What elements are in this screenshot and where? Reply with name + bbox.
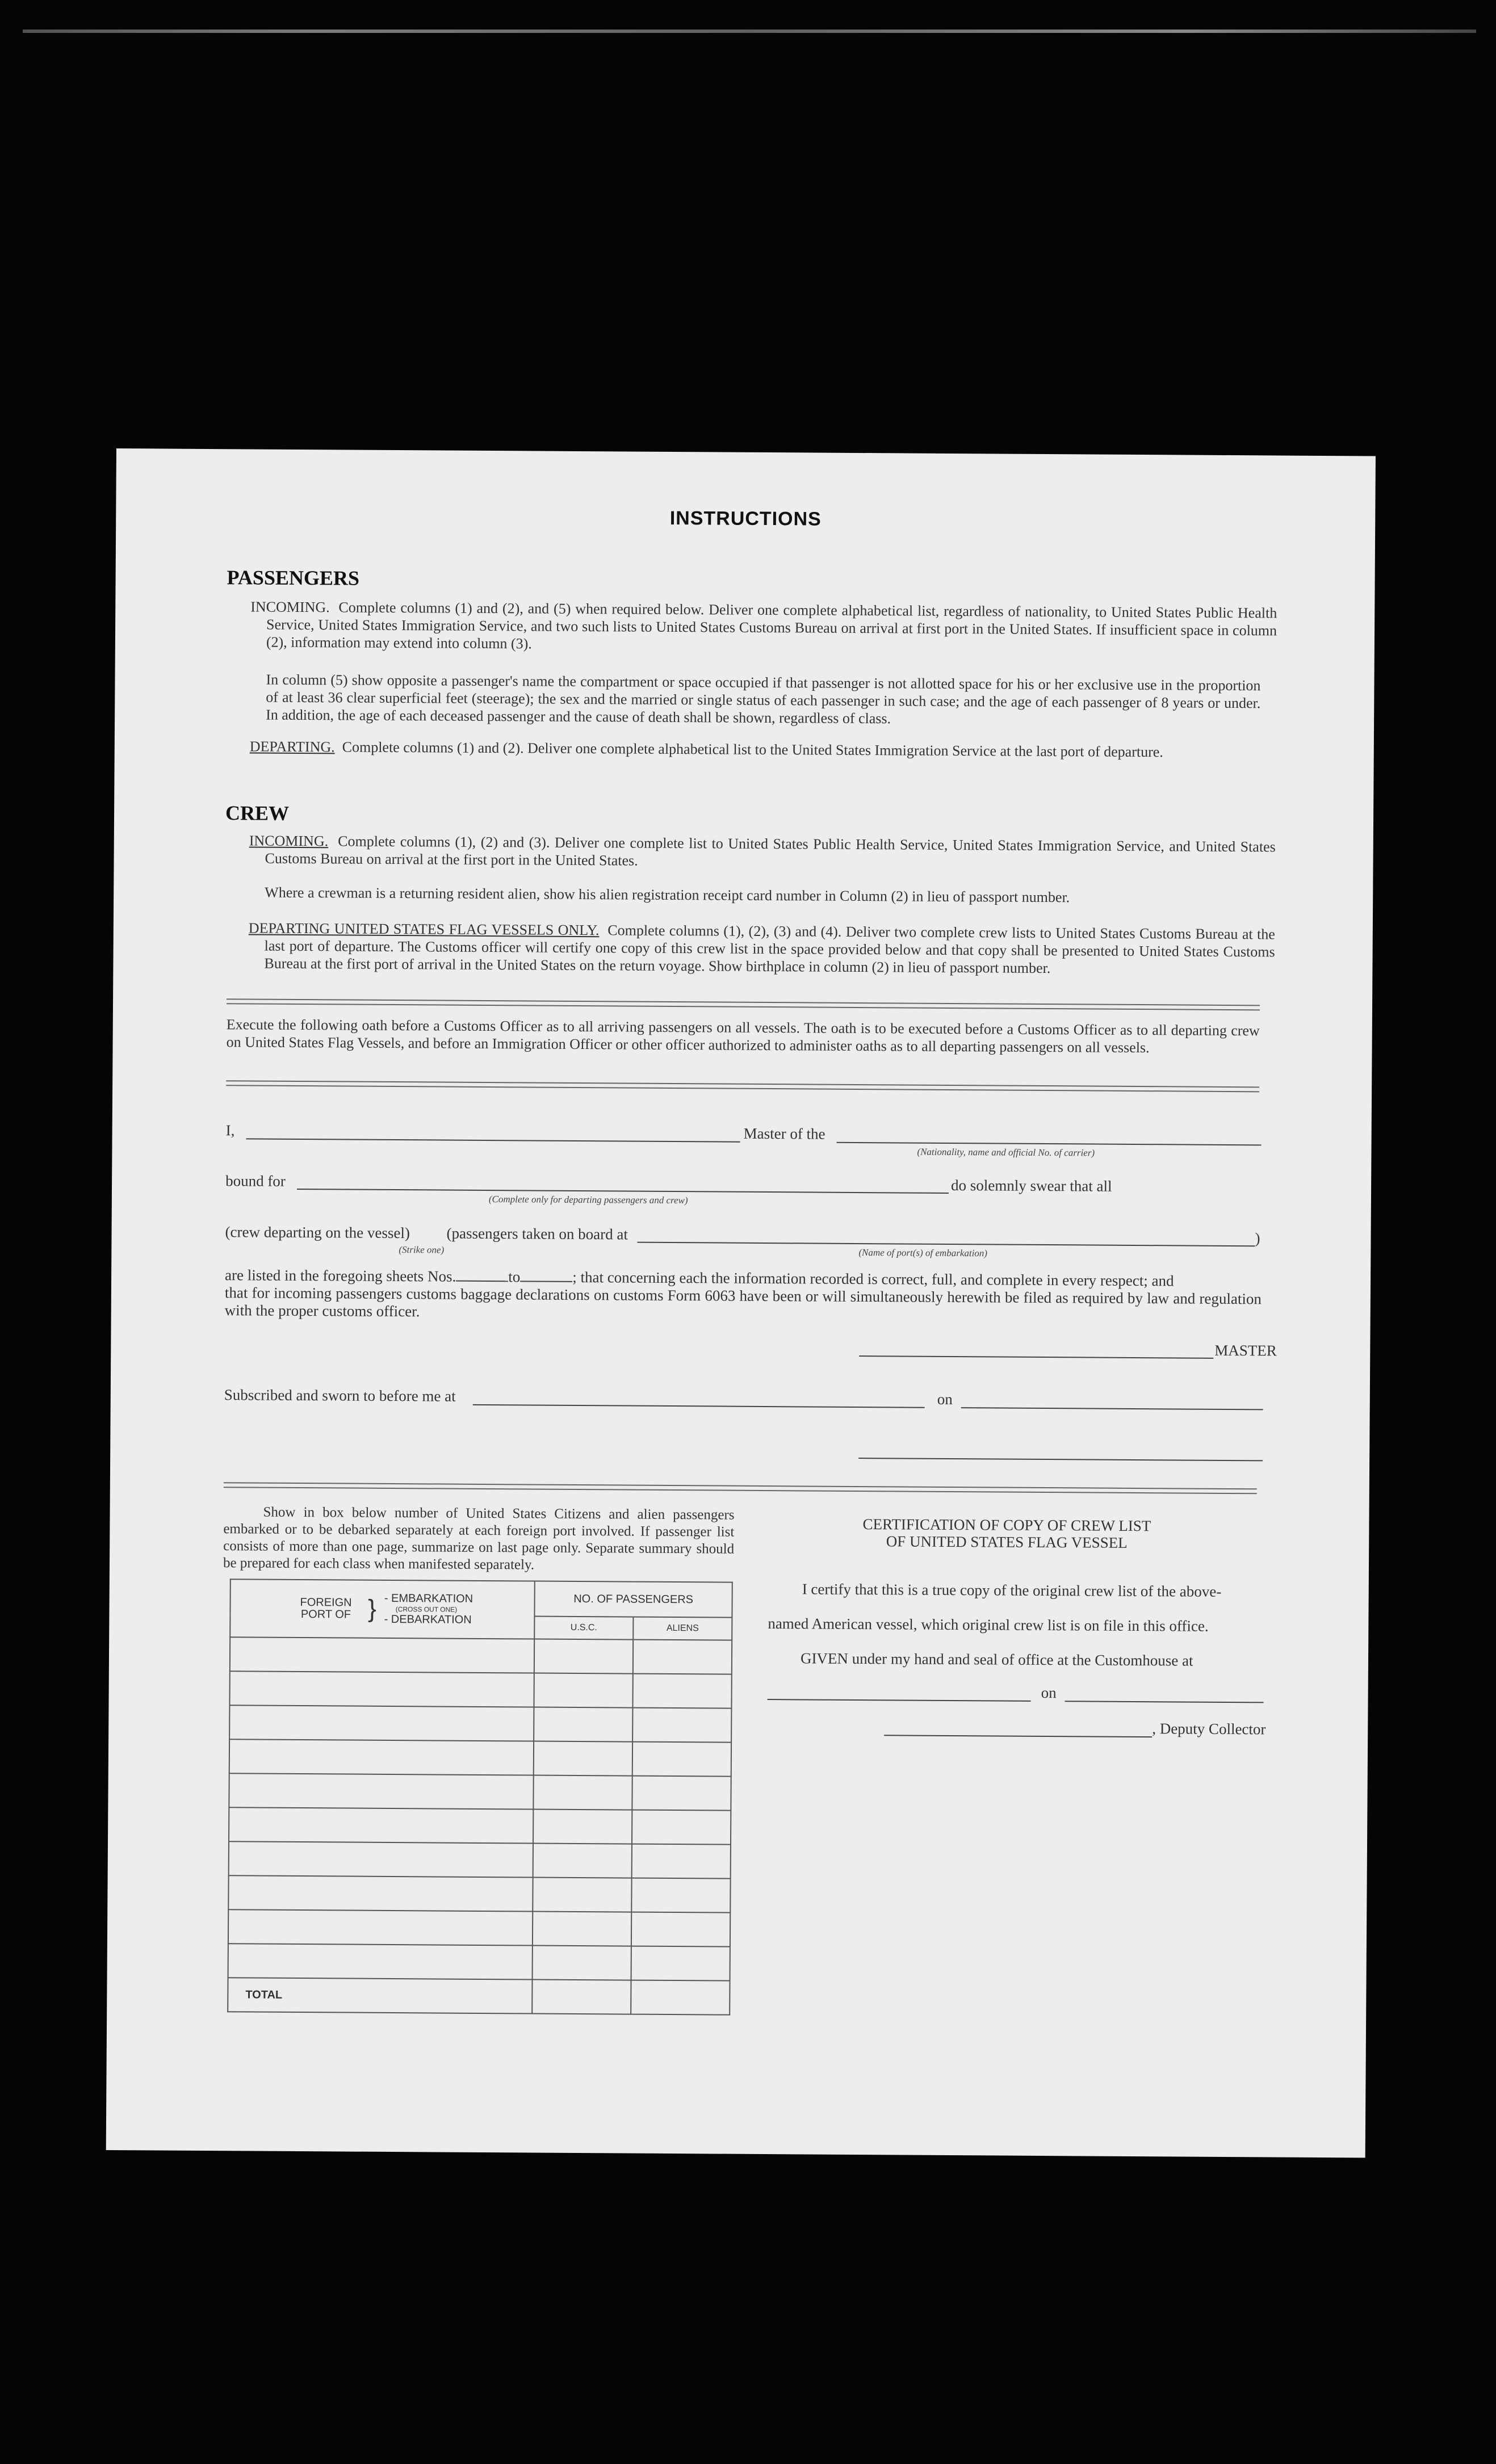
divider-2 (226, 1080, 1259, 1092)
crew-departing-label: DEPARTING UNITED STATES FLAG VESSELS ONLY. (248, 920, 600, 939)
table-row (229, 1841, 731, 1878)
master-name-field[interactable] (246, 1138, 740, 1142)
oath-instructions: Execute the following oath before a Customs Officer as to all arriving passengers on all vessels. The oath is to be executed before a Customs Officer as to all departing crew on United States Flag Vessels, and before an Immigration Officer or other officer authorized to administer oaths as to all departing passengers on all vessels. (226, 1016, 1260, 1056)
passengers-taken-option: (passengers taken on board at (446, 1224, 628, 1243)
usc-total-cell[interactable] (532, 1980, 631, 2014)
foreign-port-of-label: FOREIGN PORT OF (300, 1596, 352, 1621)
total-row (228, 1978, 730, 2014)
table-row (229, 1807, 731, 1844)
sworn-on-label: on (937, 1390, 953, 1408)
usc-cell[interactable] (534, 1639, 633, 1674)
table-row (228, 1875, 730, 1912)
crew-departing (248, 919, 1275, 978)
table-row (229, 1739, 731, 1776)
master-signature-field[interactable] (859, 1355, 1213, 1359)
aliens-cell[interactable] (631, 1912, 730, 1947)
deputy-collector-label: , Deputy Collector (1152, 1720, 1266, 1738)
table-row (229, 1705, 731, 1742)
aliens-cell[interactable] (633, 1640, 732, 1674)
passengers-departing (250, 737, 1276, 761)
sheet-from-field[interactable] (456, 1281, 508, 1282)
passengers-incoming-label: INCOMING. (250, 598, 330, 616)
certification-title-2: OF UNITED STATES FLAG VESSEL (886, 1533, 1128, 1551)
certify-date-field[interactable] (1065, 1701, 1264, 1703)
port-header-cell: FOREIGN PORT OF } - EMBARKATION (CROSS OUT ONE) - DEBARKATION (230, 1579, 535, 1639)
passengers-departing-label: DEPARTING. (249, 738, 335, 755)
carrier-field[interactable] (837, 1142, 1262, 1146)
master-of-the-label: Master of the (743, 1124, 825, 1143)
table-row (228, 1909, 730, 1946)
crew-departing-text: Complete columns (1), (2), (3) and (4). Deliver two complete crew lists to United States Customs Bureau at the last port of departure. The Customs officer will certify one copy of this crew list in the space provided below and that copy shall be presented to United States Customs Bureau at the first port of arrival in the United States on the return voyage. Show birthplace in column (2) in lieu of passport number. (264, 922, 1275, 977)
bound-for-field[interactable] (297, 1189, 949, 1194)
usc-cell[interactable] (534, 1741, 632, 1776)
port-cell[interactable] (229, 1705, 534, 1741)
no-of-passengers-header: NO. OF PASSENGERS (535, 1581, 732, 1618)
sworn-date-field[interactable] (961, 1407, 1263, 1410)
port-cell[interactable] (228, 1875, 533, 1911)
passengers-incoming-text: Complete columns (1) and (2), and (5) when required below. Deliver one complete alphabetical list, regardless of nationality, to United States Public Health Service, United States Immigration Service, and two such lists to United States Customs Bureau on arrival at first port in the United States. If insufficient space in column (2), information may extend into column (3). (266, 599, 1277, 652)
officer-signature-field[interactable] (858, 1458, 1263, 1461)
bound-for-label: bound for (225, 1172, 286, 1190)
port-cell[interactable] (228, 1909, 533, 1945)
summary-instructions: Show in box below number of United States Citizens and alien passengers embarked or to be debarked separately at each foreign port involved. If passenger list consists of more than one page, summarize on last page only. Separate summary should be prepared for each class when manifested separately. (223, 1504, 735, 1573)
crew-departing-option: (crew departing on the vessel) (225, 1223, 410, 1242)
aliens-header: ALIENS (633, 1617, 732, 1640)
aliens-cell[interactable] (632, 1776, 731, 1811)
oath-i: I, (225, 1122, 235, 1139)
usc-cell[interactable] (533, 1810, 632, 1844)
embarkation-label: - EMBARKATION (384, 1592, 473, 1605)
debarkation-label: - DEBARKATION (384, 1613, 472, 1626)
crew-heading: CREW (225, 801, 290, 825)
crew-incoming-text: Complete columns (1), (2) and (3). Deliver one complete list to United States Public Health Service, United States Immigration Service, and United States Customs Bureau on arrival at the first port in the United States. (265, 833, 1276, 869)
crew-returning-text: Where a crewman is a returning resident alien, show his alien registration receipt card number in Column (2) in lieu of passport number. (265, 884, 1070, 906)
listed-a: are listed in the foregoing sheets Nos. (225, 1266, 456, 1285)
port-cell[interactable] (229, 1773, 533, 1809)
strike-one-caption: (Strike one) (399, 1244, 445, 1256)
passengers-incoming (250, 598, 1277, 657)
master-label: MASTER (1214, 1341, 1277, 1359)
embarkation-port-field[interactable] (637, 1242, 1255, 1247)
port-caption: (Name of port(s) of embarkation) (858, 1247, 988, 1259)
port-cell[interactable] (229, 1739, 534, 1775)
certification-title (757, 1515, 1256, 1552)
usc-cell[interactable] (533, 1878, 631, 1912)
aliens-cell[interactable] (632, 1674, 731, 1709)
subscribed-label: Subscribed and sworn to before me at (224, 1386, 456, 1405)
listed-to: to (508, 1268, 521, 1286)
scan-edge-line (23, 30, 1476, 33)
divider-3 (224, 1482, 1257, 1494)
passengers-heading: PASSENGERS (227, 566, 360, 590)
certify-line-3: GIVEN under my hand and seal of office at the Customhouse at (800, 1649, 1193, 1669)
aliens-cell[interactable] (632, 1844, 731, 1879)
table-row (230, 1637, 732, 1674)
usc-cell[interactable] (533, 1912, 631, 1946)
usc-header: U.S.C. (534, 1617, 633, 1640)
table-row (229, 1671, 731, 1708)
cross-out-label: (CROSS OUT ONE) (395, 1605, 458, 1614)
certification-title-1: CERTIFICATION OF COPY OF CREW LIST (862, 1516, 1151, 1535)
carrier-caption: (Nationality, name and official No. of carrier) (917, 1146, 1095, 1158)
aliens-total-cell[interactable] (631, 1980, 730, 2015)
passengers-departing-text: Complete columns (1) and (2). Deliver one complete alphabetical list to the United States Immigration Service at the last port of departure. (342, 738, 1163, 761)
usc-cell[interactable] (534, 1673, 633, 1708)
aliens-cell[interactable] (632, 1708, 731, 1743)
certify-line-2: named American vessel, which original crew list is on file in this office. (768, 1615, 1209, 1635)
swear-text: do solemnly swear that all (951, 1177, 1112, 1195)
total-label: TOTAL (228, 1978, 532, 2013)
usc-cell[interactable] (533, 1844, 632, 1878)
customhouse-field[interactable] (768, 1699, 1031, 1702)
table-row (229, 1773, 731, 1810)
passenger-summary-table (227, 1579, 733, 2015)
listed-c: that for incoming passengers customs baggage declarations on customs Form 6063 have been or will simultaneously herewith be filed as required by law and regulation with the proper customs officer. (224, 1284, 1262, 1320)
port-cell[interactable] (230, 1637, 534, 1673)
usc-cell[interactable] (533, 1775, 632, 1810)
bound-for-caption: (Complete only for departing passengers and crew) (488, 1194, 688, 1206)
usc-cell[interactable] (533, 1946, 631, 1980)
form-page (106, 448, 1376, 2157)
crew-incoming-label: INCOMING. (249, 832, 329, 850)
certify-line-1: I certify that this is a true copy of the original crew list of the above- (802, 1580, 1222, 1600)
crew-incoming (249, 832, 1275, 873)
aliens-cell[interactable] (632, 1810, 731, 1845)
page-title: INSTRUCTIONS (669, 507, 822, 530)
certify-on-label: on (1041, 1684, 1057, 1702)
port-cell[interactable] (229, 1807, 533, 1843)
aliens-cell[interactable] (631, 1878, 730, 1913)
listed-b: ; that concerning each the information recorded is correct, full, and complete in every respect; and (572, 1268, 1174, 1290)
sheet-to-field[interactable] (520, 1281, 572, 1282)
port-cell[interactable] (229, 1841, 533, 1877)
usc-cell[interactable] (534, 1707, 632, 1742)
divider-1 (227, 998, 1260, 1010)
port-cell[interactable] (229, 1671, 534, 1707)
aliens-cell[interactable] (631, 1946, 730, 1981)
passengers-column5-text: In column (5) show opposite a passenger's name the compartment or space occupied if that passenger is not allotted space for his or her exclusive use in the proportion of at least 36 clear superficial feet (steerage); the sex and the married or single status of each passenger in such case; and the age of each passenger of 8 years or under. In addition, the age of each deceased passenger and the cause of death shall be shown, regardless of class. (266, 671, 1261, 727)
aliens-cell[interactable] (632, 1742, 731, 1777)
deputy-signature-field[interactable] (884, 1735, 1152, 1737)
table-row (228, 1944, 730, 1980)
sworn-place-field[interactable] (473, 1404, 925, 1408)
port-cell[interactable] (228, 1944, 533, 1979)
close-paren: ) (1255, 1229, 1260, 1247)
